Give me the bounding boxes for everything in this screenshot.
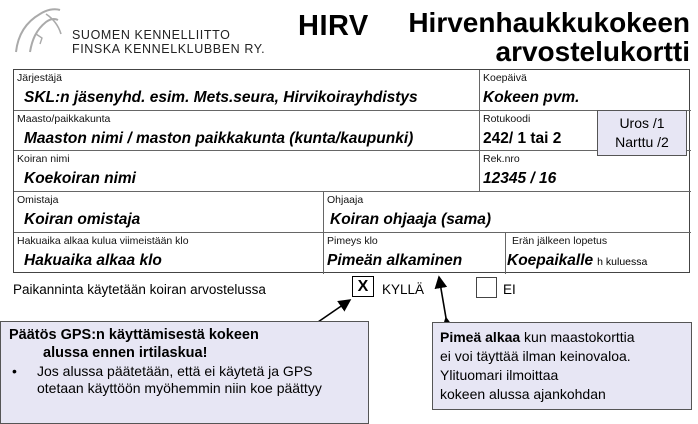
search-start-value: Hakuaika alkaa klo [24,252,162,269]
darkness-note-line3: Ylituomari ilmoittaa [440,367,559,383]
breed-code-value: 242/ 1 tai 2 [483,130,562,147]
organizer-label: Järjestäjä [17,72,62,84]
reg-no-label: Rek.nro [483,153,520,165]
darkness-note-line1 [440,328,684,347]
heat-end-value: Koepaikalle [507,252,594,269]
gps-note-heading-line1: Päätös GPS:n käyttämisestä kokeen [9,327,259,343]
positioning-label: Paikanninta käytetään koiran arvostelussa [13,282,266,297]
terrain-label: Maasto/paikkakunta [17,113,111,125]
dog-name-label: Koiran nimi [17,153,70,165]
heat-end-label: Erän jälkeen lopetus [512,235,608,247]
darkness-note-text1: kun maastokorttia [520,329,635,345]
search-start-label: Hakuaika alkaa kulua viimeistään klo [17,235,189,247]
gender-note-line1: Uros /1 [619,115,665,131]
darkness-note-bold-lead: Pimeä alkaa [440,329,521,345]
gps-note-bullet-text: Jos alussa päätetään, että ei käytetä ja GPS otetaan käyttöön myöhemmin niin koe päättyy [37,363,322,396]
heat-end-suffix: h kuluessa [597,256,648,268]
org-name-sv: FINSKA KENNELKLUBBEN RY. [72,42,266,56]
positioning-yes-label: KYLLÄ [382,282,425,297]
owner-value: Koiran omistaja [24,211,141,228]
org-name-fi: SUOMEN KENNELLIITTO [72,28,231,42]
gps-note-heading-line2: alussa ennen irtilaskua! [43,345,208,361]
dog-name-value: Koekoiran nimi [24,170,136,187]
organizer-value: SKL:n jäsenyhd. esim. Mets.seura, Hirvikoirayhdistys [24,89,418,106]
positioning-no-label: EI [503,282,516,297]
page-title-line2: arvostelukortti [495,36,690,67]
bullet-icon: • [12,363,17,379]
reg-no-value: 12345 / 16 [483,170,557,187]
handler-label: Ohjaaja [327,194,364,206]
darkness-note-line2: ei voi täyttää ilman keinovaloa. [440,348,631,364]
terrain-value: Maaston nimi / maston paikkakunta (kunta/kaupunki) [24,130,414,147]
arrow-darkness-note [439,277,446,318]
gps-note-bullet-item [9,363,360,397]
arrow-gps-note [318,300,350,322]
darkness-note [432,322,692,410]
darkness-note-line4: kokeen alussa ajankohdan [440,386,606,402]
handler-value: Koiran ohjaaja (sama) [330,211,492,228]
gps-decision-note [0,321,369,424]
gender-note-line2: Narttu /2 [615,134,669,150]
page-title-line1: Hirvenhaukkukokeen [408,7,690,38]
darkness-label: Pimeys klo [327,235,378,247]
positioning-yes-checkbox[interactable]: X [352,276,374,297]
darkness-value: Pimeän alkaminen [327,252,463,269]
owner-label: Omistaja [17,194,59,206]
breed-code-label: Rotukoodi [483,113,531,125]
test-date-value: Kokeen pvm. [483,89,580,106]
test-date-label: Koepäivä [483,72,527,84]
breed-code-title: HIRV [298,10,369,42]
